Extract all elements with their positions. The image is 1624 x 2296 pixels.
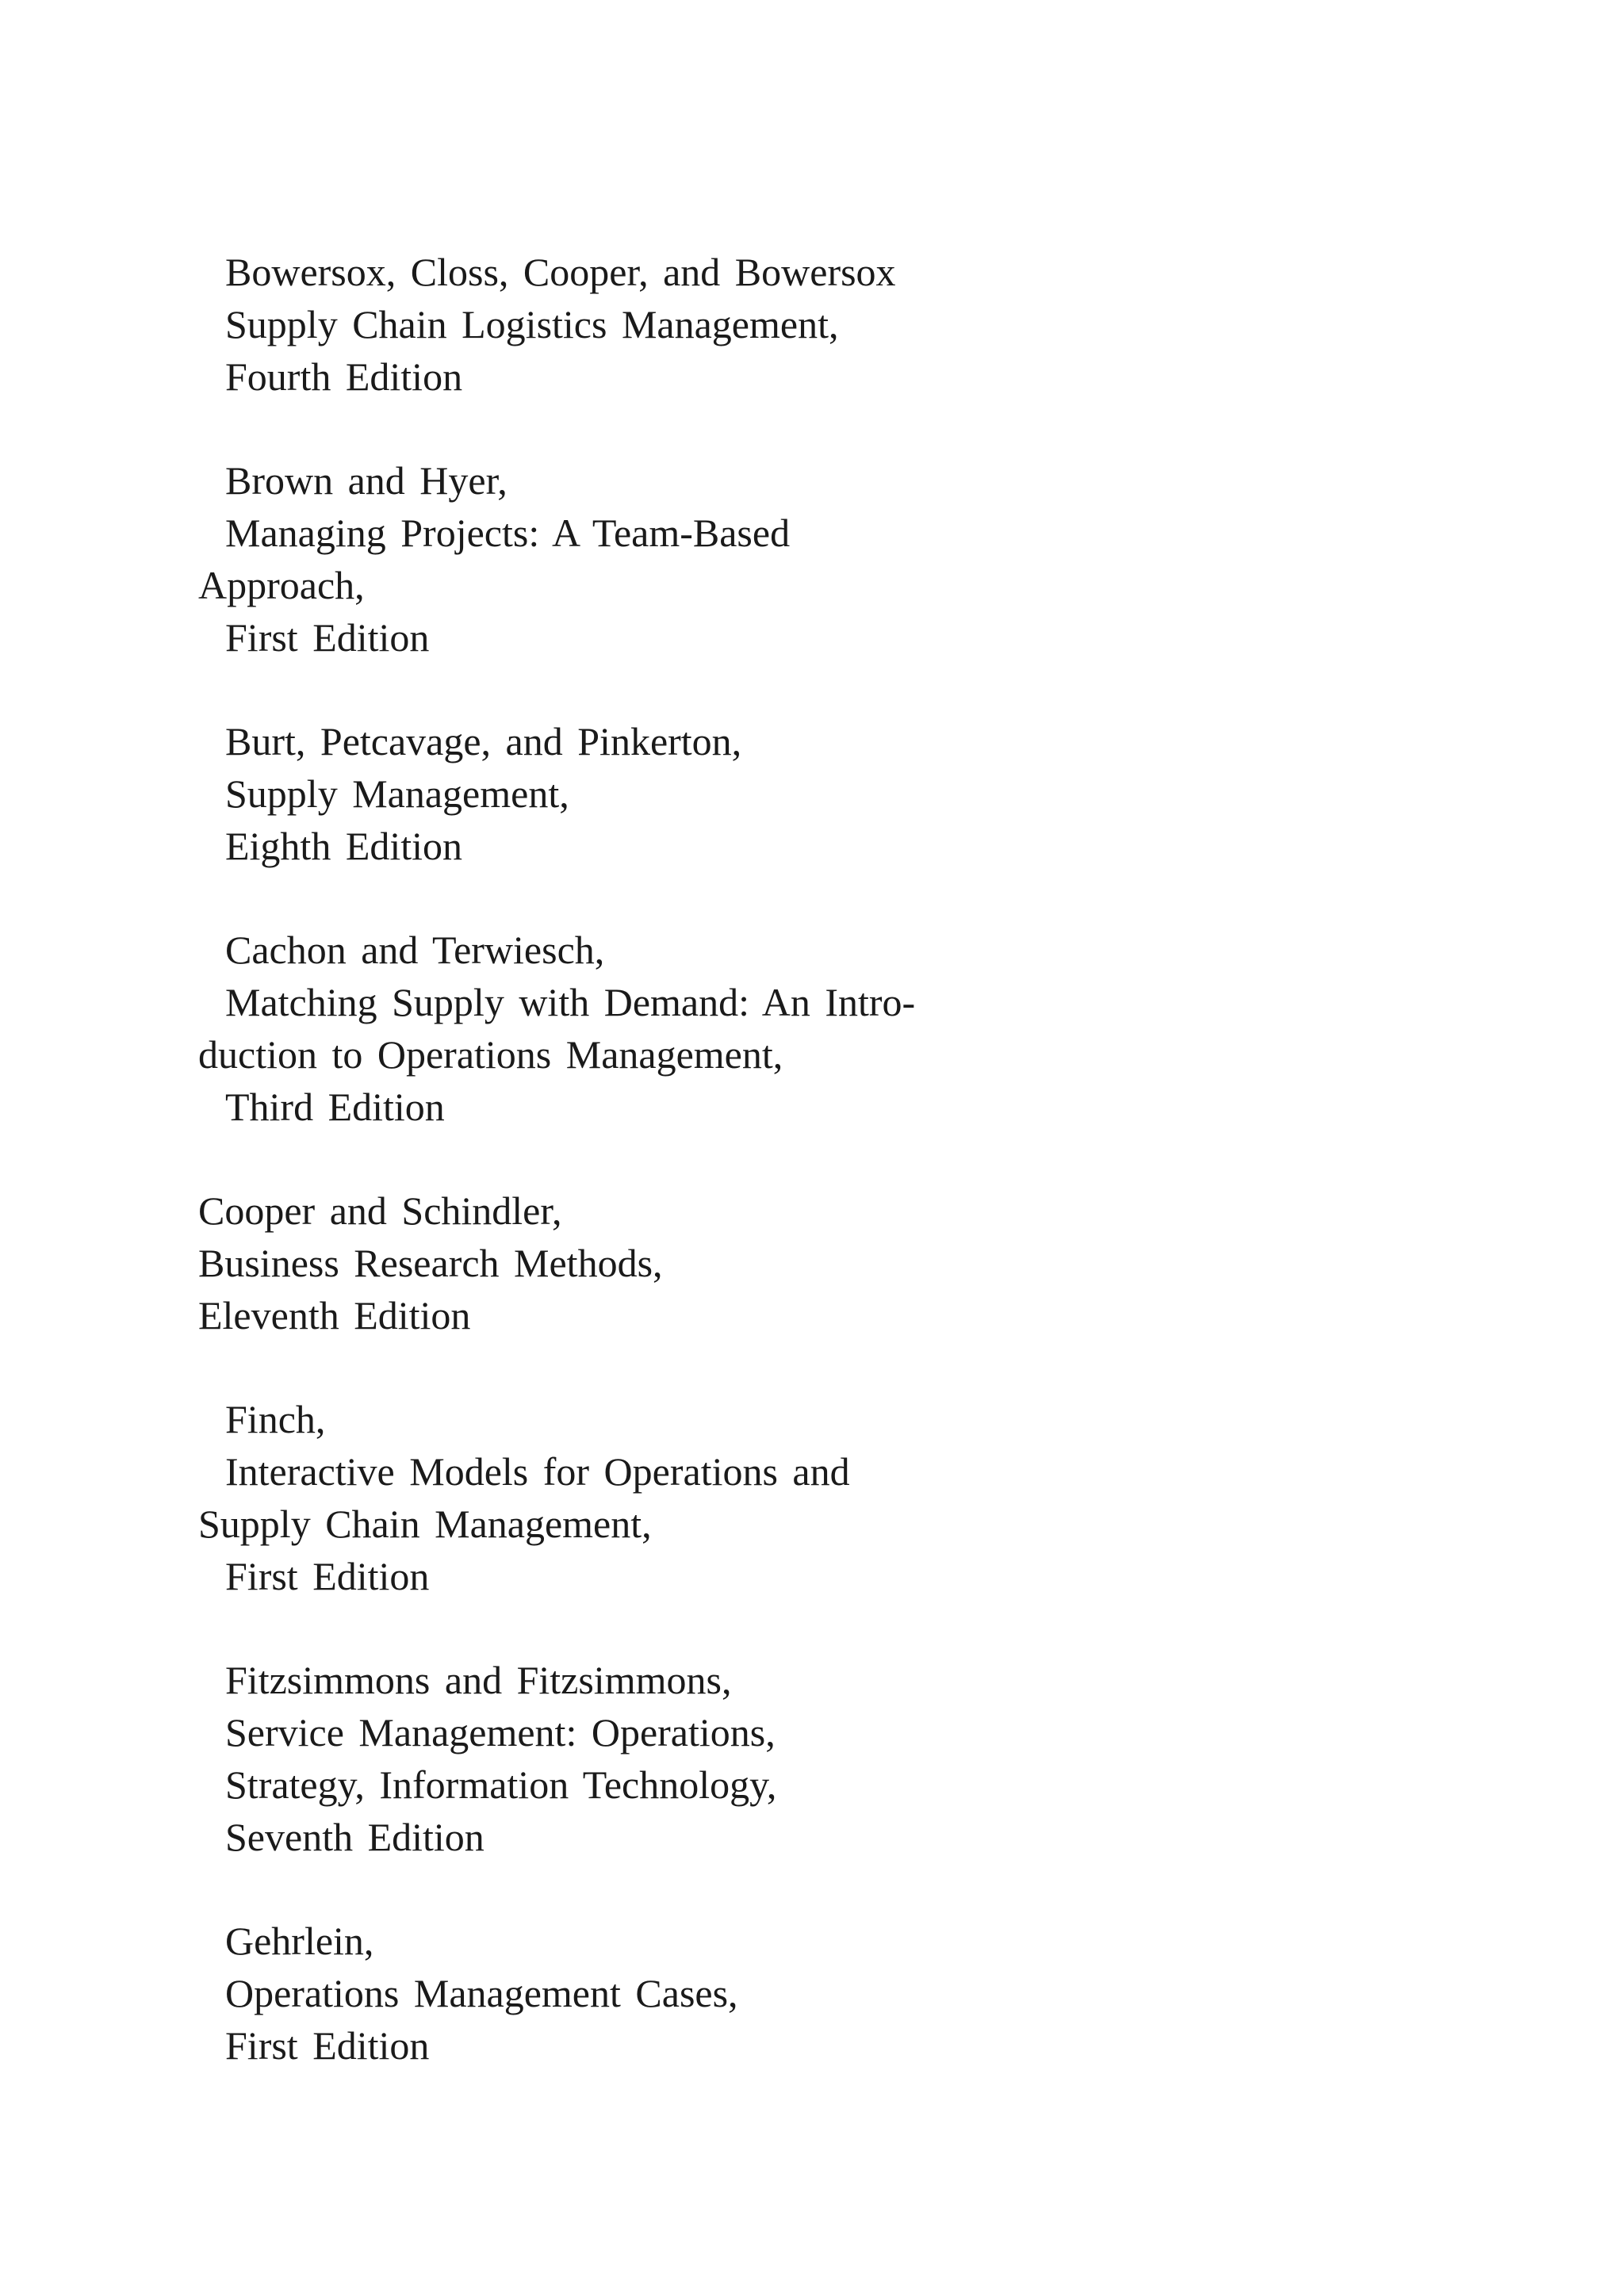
entry-edition: Eleventh Edition bbox=[198, 1293, 471, 1337]
entry-title: Service Management: Operations, bbox=[225, 1710, 776, 1755]
entry-edition: Fourth Edition bbox=[225, 354, 463, 399]
entry-title: Supply Chain Logistics Management, bbox=[225, 302, 839, 346]
entry-authors: Gehrlein, bbox=[225, 1919, 374, 1963]
entry-authors: Bowersox, Closs, Cooper, and Bowersox bbox=[225, 250, 896, 294]
entry-authors: Cachon and Terwiesch, bbox=[225, 928, 605, 972]
entry-title-continued: Approach, bbox=[198, 563, 365, 607]
entry-title-continued: Supply Chain Management, bbox=[198, 1502, 652, 1546]
entry-title: Managing Projects: A Team-Based bbox=[225, 511, 791, 555]
book-entry bbox=[198, 1393, 1388, 1602]
entry-authors: Brown and Hyer, bbox=[225, 458, 508, 503]
entry-edition: Third Edition bbox=[225, 1085, 445, 1129]
entry-authors: Burt, Petcavage, and Pinkerton, bbox=[225, 719, 742, 763]
book-entry bbox=[198, 924, 1388, 1133]
book-entry bbox=[198, 246, 1388, 403]
entry-authors: Fitzsimmons and Fitzsimmons, bbox=[225, 1658, 732, 1702]
book-entry bbox=[198, 1184, 1388, 1341]
entry-edition: Eighth Edition bbox=[225, 824, 463, 868]
book-entry bbox=[198, 1654, 1388, 1863]
entry-title: Business Research Methods, bbox=[198, 1241, 663, 1285]
entry-title: Supply Management, bbox=[225, 771, 569, 816]
entry-title: Operations Management Cases, bbox=[225, 1971, 738, 2015]
entry-edition: Seventh Edition bbox=[225, 1815, 485, 1859]
entry-edition: First Edition bbox=[225, 1554, 430, 1598]
entry-title: Interactive Models for Operations and bbox=[225, 1449, 850, 1494]
entry-authors: Cooper and Schindler, bbox=[198, 1188, 562, 1233]
entry-title-continued: duction to Operations Management, bbox=[198, 1032, 783, 1077]
book-entry bbox=[198, 454, 1388, 664]
entry-authors: Finch, bbox=[225, 1397, 326, 1441]
book-entry bbox=[198, 715, 1388, 872]
entry-title-continued: Strategy, Information Technology, bbox=[225, 1762, 777, 1807]
entry-edition: First Edition bbox=[225, 615, 430, 660]
book-entry bbox=[198, 1915, 1388, 2072]
entry-title: Matching Supply with Demand: An Intro- bbox=[225, 980, 916, 1024]
entry-edition: First Edition bbox=[225, 2023, 430, 2068]
